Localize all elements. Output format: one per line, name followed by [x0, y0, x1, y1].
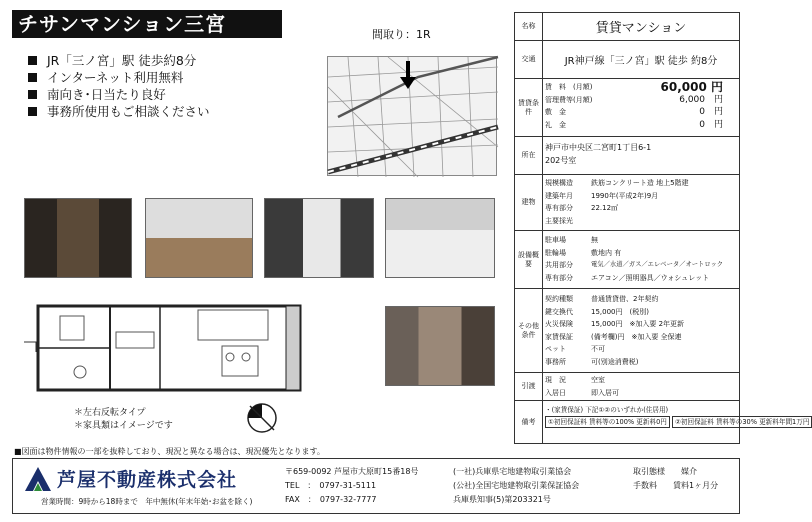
- bullet-square-icon: [28, 56, 37, 65]
- name-row: 名称 賃貸マンション: [515, 13, 739, 41]
- equipment-item: 共用部分 電気／水道／ガス／エレベータ／オートロック: [545, 261, 724, 269]
- property-title: チサンマンション三宮: [12, 10, 282, 38]
- handover-item: 現 況 空室: [545, 376, 605, 384]
- disclaimer-notice: ■図面は物件情報の一部を抜粋しており、現況と異なる場合は、現況優先となります。: [14, 447, 325, 456]
- handover-row: 引渡 現 況 空室 入居日 即入居可: [515, 373, 739, 401]
- rent-item: 賃 料 (月額) 60,000 円: [545, 80, 723, 94]
- handover-item: 入居日 即入居可: [545, 388, 619, 397]
- floor-plan-drawing: [20, 302, 310, 398]
- floor-plan: [20, 302, 310, 398]
- company-footer: [12, 458, 740, 514]
- feature-item: インターネット利用無料: [28, 69, 210, 86]
- location-map: [327, 56, 497, 176]
- condition-item: 事務所 可(別途消費税): [545, 357, 639, 366]
- company-name: 芦屋不動産株式会社: [57, 469, 238, 491]
- equipment-item: 専有部分 エアコン／照明器具／ウォシュレット: [545, 273, 710, 282]
- property-info-table: [514, 12, 810, 444]
- feature-item: JR「三ノ宮」駅 徒歩約8分: [28, 52, 210, 69]
- rent-item: 礼 金 0 円: [545, 119, 723, 130]
- condition-item: 火災保険 15,000円 ※加入要 2年更新: [545, 320, 685, 328]
- building-item: 専有部分 22.12㎡: [545, 204, 619, 212]
- rent-item: 敷 金 0 円: [545, 107, 723, 117]
- map-graphic: [328, 57, 498, 177]
- transport-row: 交通 JR神戸線「三ノ宮」駅 徒歩 約8分: [515, 41, 739, 79]
- condition-item: 契約種類 普通賃貸借、2年契約: [545, 295, 659, 303]
- condition-item: ペット 不可: [545, 345, 605, 353]
- bullet-square-icon: [28, 107, 37, 116]
- equipment-row: 設備概要 駐車場 無 駐輪場 敷地内 有 共用部分 電気／水道／ガス／エレベータ／オートロック 専有部分 エアコン／照明器具／ウォシュレット: [515, 231, 739, 289]
- transaction-terms: 取引態様 媒介 手数料 賃料1ヶ月分: [633, 467, 719, 490]
- rent-item: 管理費等 (月額) 6,000 円: [545, 94, 723, 105]
- toilet-photo: [264, 198, 374, 278]
- building-item: 建築年月 1990年(平成2年)9月: [545, 191, 659, 200]
- name-value: 賃貸マンション: [595, 21, 687, 36]
- floor-plan-notes: ＊左右反転タイプ ＊家具類はイメージです: [74, 408, 173, 431]
- feature-item: 南向き･日当たり良好: [28, 86, 210, 103]
- other-conditions-row: その他条件 契約種類 普通賃貸借、2年契約 鍵交換代 15,000円 (税別) 火災保険 15,000円 ※加入要 2年更新 家賃保証 (備考欄)円 ※加入要 全保連 ペット 不可 事務所 可(別途消費税): [515, 289, 739, 373]
- building-item: 主要採光: [545, 216, 573, 225]
- room-photo: [385, 306, 495, 386]
- remarks-row: 備考 ・(家賃保証) 下記①②のいずれか(住居用) ①初回保証料 賃料等の100% 更新料0円 ②初回保証料 賃料等の30% 更新料年間1万円: [515, 401, 739, 443]
- condition-item: 鍵交換代 15,000円 (税別): [545, 307, 649, 316]
- bullet-square-icon: [28, 73, 37, 82]
- company-logo-icon: [25, 467, 51, 491]
- rent-row: 賃貸条件 賃 料 (月額) 60,000 円 管理費等 (月額) 6,000 円 敷 金 0 円 礼 金 0 円: [515, 79, 739, 137]
- contact-info: 〒659-0092 芦屋市大原町15番18号 TEL ： 0797-31-5111 FAX ： 0797-32-7777: [285, 467, 419, 504]
- business-hours: 営業時間：9時から18時まで 年中無休(年末年始･お盆を除く): [41, 497, 253, 506]
- compass-icon: [246, 402, 278, 434]
- address-row: 所在 神戸市中央区二宮町1丁目6-1 202号室: [515, 137, 739, 175]
- floor-plan-type: 間取り：1R: [372, 28, 431, 41]
- entrance-photo: [24, 198, 132, 278]
- washbasin-photo: [385, 198, 495, 278]
- equipment-item: 駐輪場 敷地内 有: [545, 248, 622, 257]
- building-row: 建物 規模構造 鉄筋コンクリート造 地上5階建 建築年月 1990年(平成2年)9月 専有部分 22.12㎡ 主要採光: [515, 175, 739, 231]
- kitchen-photo: [145, 198, 253, 278]
- location-arrow-icon: [400, 77, 416, 89]
- transport-value: JR神戸線「三ノ宮」駅 徒歩 約8分: [564, 56, 718, 67]
- feature-item: 事務所使用もご相談ください: [28, 103, 210, 120]
- equipment-item: 駐車場 無: [545, 236, 598, 244]
- building-item: 規模構造 鉄筋コンクリート造 地上5階建: [545, 179, 689, 187]
- bullet-square-icon: [28, 90, 37, 99]
- condition-item: 家賃保証 (備考欄)円 ※加入要 全保連: [545, 332, 682, 341]
- association-info: (一社)兵庫県宅地建物取引業協会 (公社)全国宅地建物取引業保証協会 兵庫県知事(5)第203321号: [453, 467, 580, 504]
- feature-list: [28, 52, 210, 120]
